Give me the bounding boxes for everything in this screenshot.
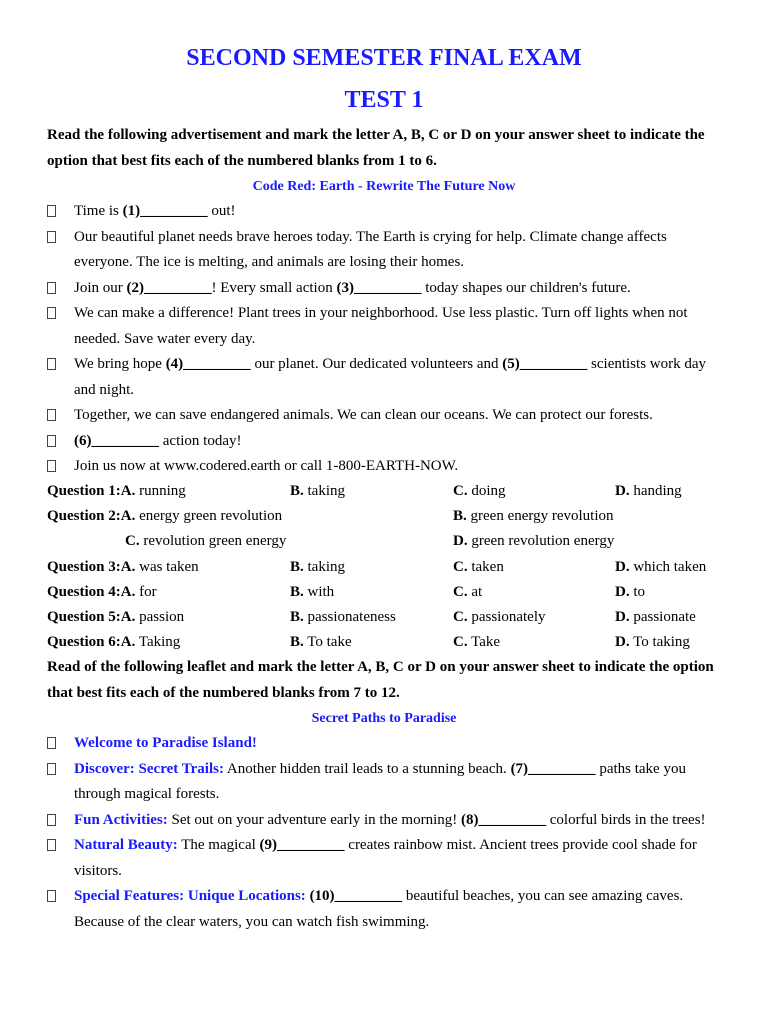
option-text: green revolution energy [471,533,615,549]
option-text [453,630,500,656]
question-row [47,580,747,605]
question-row [47,479,747,504]
item-text: Time is [74,203,123,219]
question-row [47,605,747,630]
option-text: Taking [138,634,181,650]
list-item [47,276,727,302]
list-item [47,808,727,834]
option-label: A. [120,584,136,600]
checkbox-icon [47,839,56,851]
option-text [615,605,696,631]
item-text: Another hidden trail leads to a stunning beach. [223,760,511,777]
checkbox-icon [47,282,56,294]
option-text [47,555,199,581]
option-text [615,630,690,656]
advertisement-list [47,199,727,480]
exam-title: SECOND SEMESTER FINAL EXAM [186,45,582,71]
option-label: B. [290,559,304,575]
section2-heading: Secret Paths to Paradise [311,711,457,726]
option-label: B. [290,609,304,625]
option-text: Take [471,634,501,650]
option-text [290,605,396,631]
item-text: We bring hope [74,356,166,372]
blank-2: (2)_________ [126,279,212,296]
option-label: B. [453,508,467,524]
option-text: passion [139,609,185,625]
option-text [453,580,482,606]
list-item [47,352,727,403]
question-row [47,529,747,554]
option-text [453,479,506,505]
checkbox-icon [47,890,56,902]
option-label: C. [453,609,468,625]
option-text: To take [307,634,352,650]
item-text: Join us now at www.codered.earth or call 1-800-EARTH-NOW. [74,458,459,474]
option-label: B. [290,483,304,499]
option-text: passionately [471,609,546,625]
option-label: A. [120,508,136,524]
option-label: Question 3: [47,559,121,575]
option-text: at [471,584,483,600]
list-item [47,454,727,480]
option-text [47,605,184,631]
question-row [47,504,747,529]
item-text: beautiful beaches, you can see amazing caves. Because of the clear waters, you can watch fish swimming. [74,888,684,930]
option-text: taking [307,559,346,575]
blank-7: (7)_________ [510,760,596,777]
list-item [47,199,727,225]
checkbox-icon [47,409,56,421]
item-text: We can make a difference! Plant trees in your neighborhood. Use less plastic. Turn off lights when not needed. Save water every day. [74,305,688,347]
question-row [47,555,747,580]
option-text [453,605,546,631]
checkbox-icon [47,737,56,749]
item-text: Fun Activities: [74,811,168,828]
option-text [615,580,645,606]
item-text: Join our [74,279,127,296]
option-label: D. [615,559,630,575]
item-text: Special Features: Unique Locations: [74,888,306,904]
blank-9: (9)_________ [259,837,345,853]
blank-4: (4)_________ [165,356,251,372]
checkbox-icon [47,231,56,243]
option-label: D. [615,609,630,625]
option-text [615,555,706,581]
leaflet-list [47,731,727,935]
blank-3: (3)_________ [336,279,422,296]
option-text: for [139,584,157,600]
list-item [47,301,727,352]
option-text: with [307,584,335,600]
option-text: doing [471,483,506,499]
blank-5: (5)_________ [502,356,588,372]
option-text: revolution green energy [143,533,287,549]
option-label: Question 4: [47,584,121,600]
list-item [47,403,727,429]
option-label: C. [453,483,468,499]
list-item [47,225,727,276]
option-text [453,504,614,530]
checkbox-icon [47,763,56,775]
item-text: scientists work day and night. [74,356,707,398]
option-text: green energy revolution [470,508,614,524]
option-text: to [633,584,646,600]
option-text: taking [307,483,346,499]
item-text: Set out on your adventure early in the morning! [167,811,462,828]
item-text: out! [207,203,236,219]
item-text: Together, we can save endangered animals. We can clean our oceans. We can protect our forests. [74,407,653,423]
option-label: A. [120,483,136,499]
checkbox-icon [47,358,56,370]
option-text [47,504,282,530]
item-text: action today! [159,432,242,449]
checkbox-icon [47,307,56,319]
item-text: our planet. Our dedicated volunteers and [250,356,503,372]
option-label: A. [120,559,136,575]
blank-1: (1)_________ [122,203,208,219]
blank-6: (6)_________ [74,432,159,449]
blank-10: (10)_________ [309,888,403,904]
list-item [47,429,727,455]
list-item [47,833,727,884]
option-label: D. [615,634,630,650]
option-text: taken [471,559,504,575]
section2-instruction: Read of the following leaflet and mark the letter A, B, C or D on your answer sheet to indicate the option that best fits each of the numbered blanks from 7 to 12. [47,659,714,701]
section1-heading: Code Red: Earth - Rewrite The Future Now [252,179,516,194]
section1-instruction: Read the following advertisement and mark the letter A, B, C or D on your answer sheet to indicate the option that best fits each of the numbered blanks from 1 to 6. [47,127,705,169]
option-label: B. [290,584,304,600]
checkbox-icon [47,814,56,826]
checkbox-icon [47,435,56,447]
option-text [453,555,504,581]
option-label: C. [125,533,140,549]
item-text: creates rainbow mist. Ancient trees provide cool shade for visitors. [74,837,697,879]
item-text: The magical [177,837,260,853]
option-label: D. [453,533,468,549]
option-label: A. [120,634,136,650]
option-label: Question 5: [47,609,121,625]
list-item [47,731,727,757]
option-text [290,630,352,656]
item-text: Our beautiful planet needs brave heroes today. The Earth is crying for help. Climate change affects everyone. The ice is melting, and animals are losing their homes. [74,228,667,270]
item-text: ! Every small action [211,279,337,296]
item-text: paths take you through magical forests. [74,760,686,802]
question-row [47,630,747,655]
checkbox-icon [47,460,56,472]
option-text: energy green revolution [139,508,283,524]
option-label: B. [290,634,304,650]
option-text [453,529,614,555]
list-item [47,884,727,935]
option-text [290,580,334,606]
option-text: To taking [633,634,690,650]
option-text: was taken [139,559,199,575]
option-label: A. [120,609,136,625]
option-label: C. [453,584,468,600]
blank-8: (8)_________ [461,811,547,828]
item-text: today shapes our children's future. [421,279,631,296]
option-text [47,630,180,656]
option-label: C. [453,559,468,575]
option-label: Question 6: [47,634,121,650]
test-number: TEST 1 [344,87,424,113]
option-text [290,479,345,505]
option-text [47,580,157,606]
option-text [47,479,186,505]
option-label: C. [453,634,468,650]
option-text: which taken [633,559,707,575]
option-text [290,555,345,581]
option-label: Question 2: [47,508,121,524]
item-text: Natural Beauty: [74,837,178,853]
option-label: D. [615,584,630,600]
item-text: colorful birds in the trees! [546,811,706,828]
item-text: Welcome to Paradise Island! [74,735,257,751]
option-text: passionate [633,609,696,625]
item-text: Discover: Secret Trails: [74,760,224,777]
option-label: D. [615,483,630,499]
list-item [47,757,727,808]
option-label: Question 1: [47,483,121,499]
option-text [125,529,286,555]
option-text: running [139,483,186,499]
option-text [615,479,682,505]
option-text: passionateness [307,609,396,625]
checkbox-icon [47,205,56,217]
option-text: handing [633,483,682,499]
